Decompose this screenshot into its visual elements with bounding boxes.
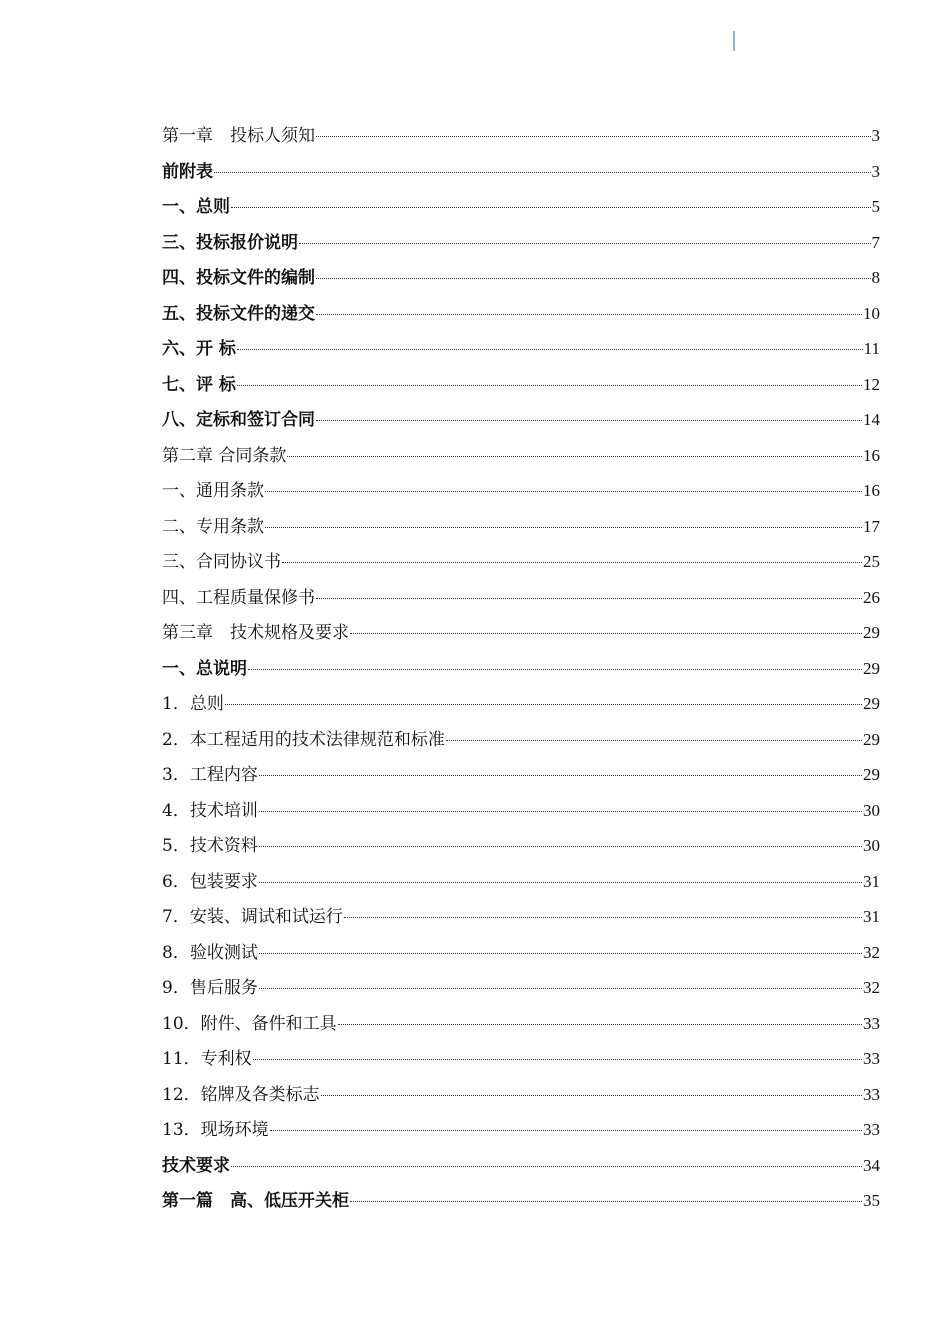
- toc-entry[interactable]: [162, 935, 880, 971]
- toc-entry[interactable]: [162, 686, 880, 722]
- toc-dot-leader: [282, 561, 862, 563]
- toc-entry-label: 第一篇 高、低压开关柜: [162, 1191, 349, 1211]
- toc-entry-page-number: 26: [863, 587, 880, 607]
- toc-dot-leader: [237, 384, 862, 386]
- toc-dot-leader: [259, 774, 862, 776]
- toc-entry[interactable]: [162, 473, 880, 509]
- toc-entry-page-number: 14: [863, 410, 880, 429]
- toc-entry[interactable]: [162, 757, 880, 793]
- toc-entry-page-number: 29: [863, 694, 880, 713]
- toc-dot-leader: [446, 739, 862, 741]
- toc-entry[interactable]: [162, 118, 880, 154]
- toc-entry[interactable]: [162, 828, 880, 864]
- toc-entry-label: 6．包装要求: [162, 871, 258, 892]
- toc-dot-leader: [321, 1094, 862, 1096]
- toc-dot-leader: [265, 490, 862, 492]
- toc-entry-page-number: 29: [863, 765, 880, 784]
- toc-dot-leader: [253, 1058, 862, 1060]
- toc-dot-leader: [231, 206, 871, 208]
- toc-entry-label: 六、开 标: [162, 339, 236, 359]
- toc-entry-label: 技术要求: [162, 1155, 230, 1176]
- toc-entry-label: 3．工程内容: [162, 765, 258, 785]
- toc-entry-label: 四、工程质量保修书: [162, 587, 315, 608]
- toc-entry[interactable]: [162, 1041, 880, 1077]
- toc-entry-page-number: 32: [863, 942, 880, 962]
- toc-entry-page-number: 16: [863, 445, 880, 465]
- toc-entry-label: 7．安装、调试和试运行: [162, 907, 343, 927]
- toc-entry-label: 第三章 技术规格及要求: [162, 623, 349, 643]
- toc-entry-label: 一、总则: [162, 197, 230, 217]
- toc-entry[interactable]: [162, 402, 880, 438]
- toc-entry-page-number: 30: [863, 836, 880, 855]
- toc-entry-label: 三、合同协议书: [162, 552, 281, 572]
- toc-dot-leader: [350, 632, 862, 634]
- toc-dot-leader: [265, 526, 862, 528]
- toc-entry[interactable]: [162, 793, 880, 829]
- toc-entry-page-number: 29: [863, 623, 880, 642]
- toc-entry-label: 前附表: [162, 161, 213, 182]
- toc-entry[interactable]: [162, 260, 880, 296]
- toc-dot-leader: [316, 277, 871, 279]
- toc-entry-label: 1．总则: [162, 694, 224, 714]
- toc-dot-leader: [338, 1023, 862, 1025]
- toc-entry-page-number: 29: [863, 729, 880, 749]
- toc-dot-leader: [344, 916, 862, 918]
- toc-entry-page-number: 10: [863, 303, 880, 323]
- toc-entry-label: 11．专利权: [162, 1049, 252, 1069]
- toc-dot-leader: [259, 952, 862, 954]
- toc-dot-leader: [270, 1129, 862, 1131]
- toc-entry-label: 四、投标文件的编制: [162, 268, 315, 288]
- toc-entry-page-number: 12: [863, 374, 880, 394]
- toc-entry[interactable]: [162, 1077, 880, 1113]
- toc-entry[interactable]: [162, 651, 880, 687]
- toc-entry-page-number: 7: [871, 232, 880, 252]
- toc-entry-label: 2．本工程适用的技术法律规范和标准: [162, 729, 445, 750]
- toc-dot-leader: [214, 171, 871, 173]
- toc-entry-label: 10．附件、备件和工具: [162, 1013, 337, 1034]
- toc-entry-label: 三、投标报价说明: [162, 232, 298, 253]
- toc-entry[interactable]: [162, 1183, 880, 1219]
- toc-dot-leader: [316, 419, 862, 421]
- toc-entry[interactable]: [162, 438, 880, 474]
- toc-entry-label: 一、通用条款: [162, 481, 264, 501]
- toc-dot-leader: [237, 348, 863, 350]
- toc-entry-page-number: 31: [863, 907, 880, 926]
- toc-entry[interactable]: [162, 864, 880, 900]
- toc-entry-page-number: 35: [863, 1191, 880, 1210]
- toc-entry-label: 五、投标文件的递交: [162, 303, 315, 324]
- toc-dot-leader: [248, 668, 862, 670]
- toc-dot-leader: [259, 987, 862, 989]
- toc-dot-leader: [225, 703, 862, 705]
- text-cursor-mark: [733, 31, 735, 51]
- toc-entry-label: 第二章 合同条款: [162, 445, 287, 466]
- toc-entry-page-number: 31: [863, 871, 880, 891]
- toc-entry-page-number: 25: [863, 552, 880, 571]
- toc-entry[interactable]: [162, 970, 880, 1006]
- toc-entry-page-number: 34: [863, 1155, 880, 1175]
- toc-entry[interactable]: [162, 899, 880, 935]
- toc-dot-leader: [231, 1165, 862, 1167]
- toc-entry[interactable]: [162, 367, 880, 403]
- toc-entry-label: 13．现场环境: [162, 1120, 269, 1140]
- toc-dot-leader: [316, 135, 871, 137]
- toc-entry-page-number: 8: [871, 268, 880, 287]
- toc-dot-leader: [259, 881, 862, 883]
- toc-entry-page-number: 11: [863, 339, 880, 358]
- toc-dot-leader: [350, 1200, 862, 1202]
- toc-entry-label: 二、专用条款: [162, 516, 264, 537]
- toc-entry-page-number: 17: [863, 516, 880, 536]
- table-of-contents: [162, 118, 880, 1219]
- toc-entry-page-number: 33: [863, 1013, 880, 1033]
- toc-entry-label: 9．售后服务: [162, 978, 258, 998]
- toc-entry-page-number: 33: [863, 1049, 880, 1068]
- toc-entry[interactable]: [162, 296, 880, 332]
- toc-entry-page-number: 3: [871, 126, 880, 145]
- toc-entry-page-number: 5: [871, 197, 880, 216]
- toc-dot-leader: [287, 455, 862, 457]
- toc-dot-leader: [299, 242, 871, 244]
- toc-entry[interactable]: [162, 1112, 880, 1148]
- toc-entry-label: 5．技术资料: [162, 836, 258, 856]
- toc-entry-page-number: 33: [863, 1120, 880, 1139]
- toc-entry[interactable]: [162, 544, 880, 580]
- toc-entry-page-number: 33: [863, 1084, 880, 1104]
- toc-entry[interactable]: [162, 189, 880, 225]
- toc-entry[interactable]: [162, 722, 880, 758]
- toc-entry[interactable]: [162, 580, 880, 616]
- toc-entry[interactable]: [162, 225, 880, 261]
- toc-entry-label: 一、总说明: [162, 658, 247, 679]
- toc-entry-label: 4．技术培训: [162, 800, 258, 821]
- toc-entry-label: 第一章 投标人须知: [162, 126, 315, 146]
- toc-entry[interactable]: [162, 154, 880, 190]
- toc-dot-leader: [316, 597, 862, 599]
- toc-entry-page-number: 16: [863, 481, 880, 500]
- toc-entry-label: 12．铭牌及各类标志: [162, 1084, 320, 1105]
- toc-entry-page-number: 32: [863, 978, 880, 997]
- toc-entry[interactable]: [162, 509, 880, 545]
- toc-entry[interactable]: [162, 615, 880, 651]
- toc-entry-page-number: 3: [871, 161, 880, 181]
- toc-entry-label: 八、定标和签订合同: [162, 410, 315, 430]
- toc-entry-page-number: 29: [863, 658, 880, 678]
- toc-entry-label: 七、评 标: [162, 374, 236, 395]
- toc-dot-leader: [259, 845, 862, 847]
- toc-dot-leader: [316, 313, 862, 315]
- toc-entry-label: 8．验收测试: [162, 942, 258, 963]
- toc-entry-page-number: 30: [863, 800, 880, 820]
- toc-entry[interactable]: [162, 331, 880, 367]
- toc-entry[interactable]: [162, 1006, 880, 1042]
- toc-entry[interactable]: [162, 1148, 880, 1184]
- toc-dot-leader: [259, 810, 862, 812]
